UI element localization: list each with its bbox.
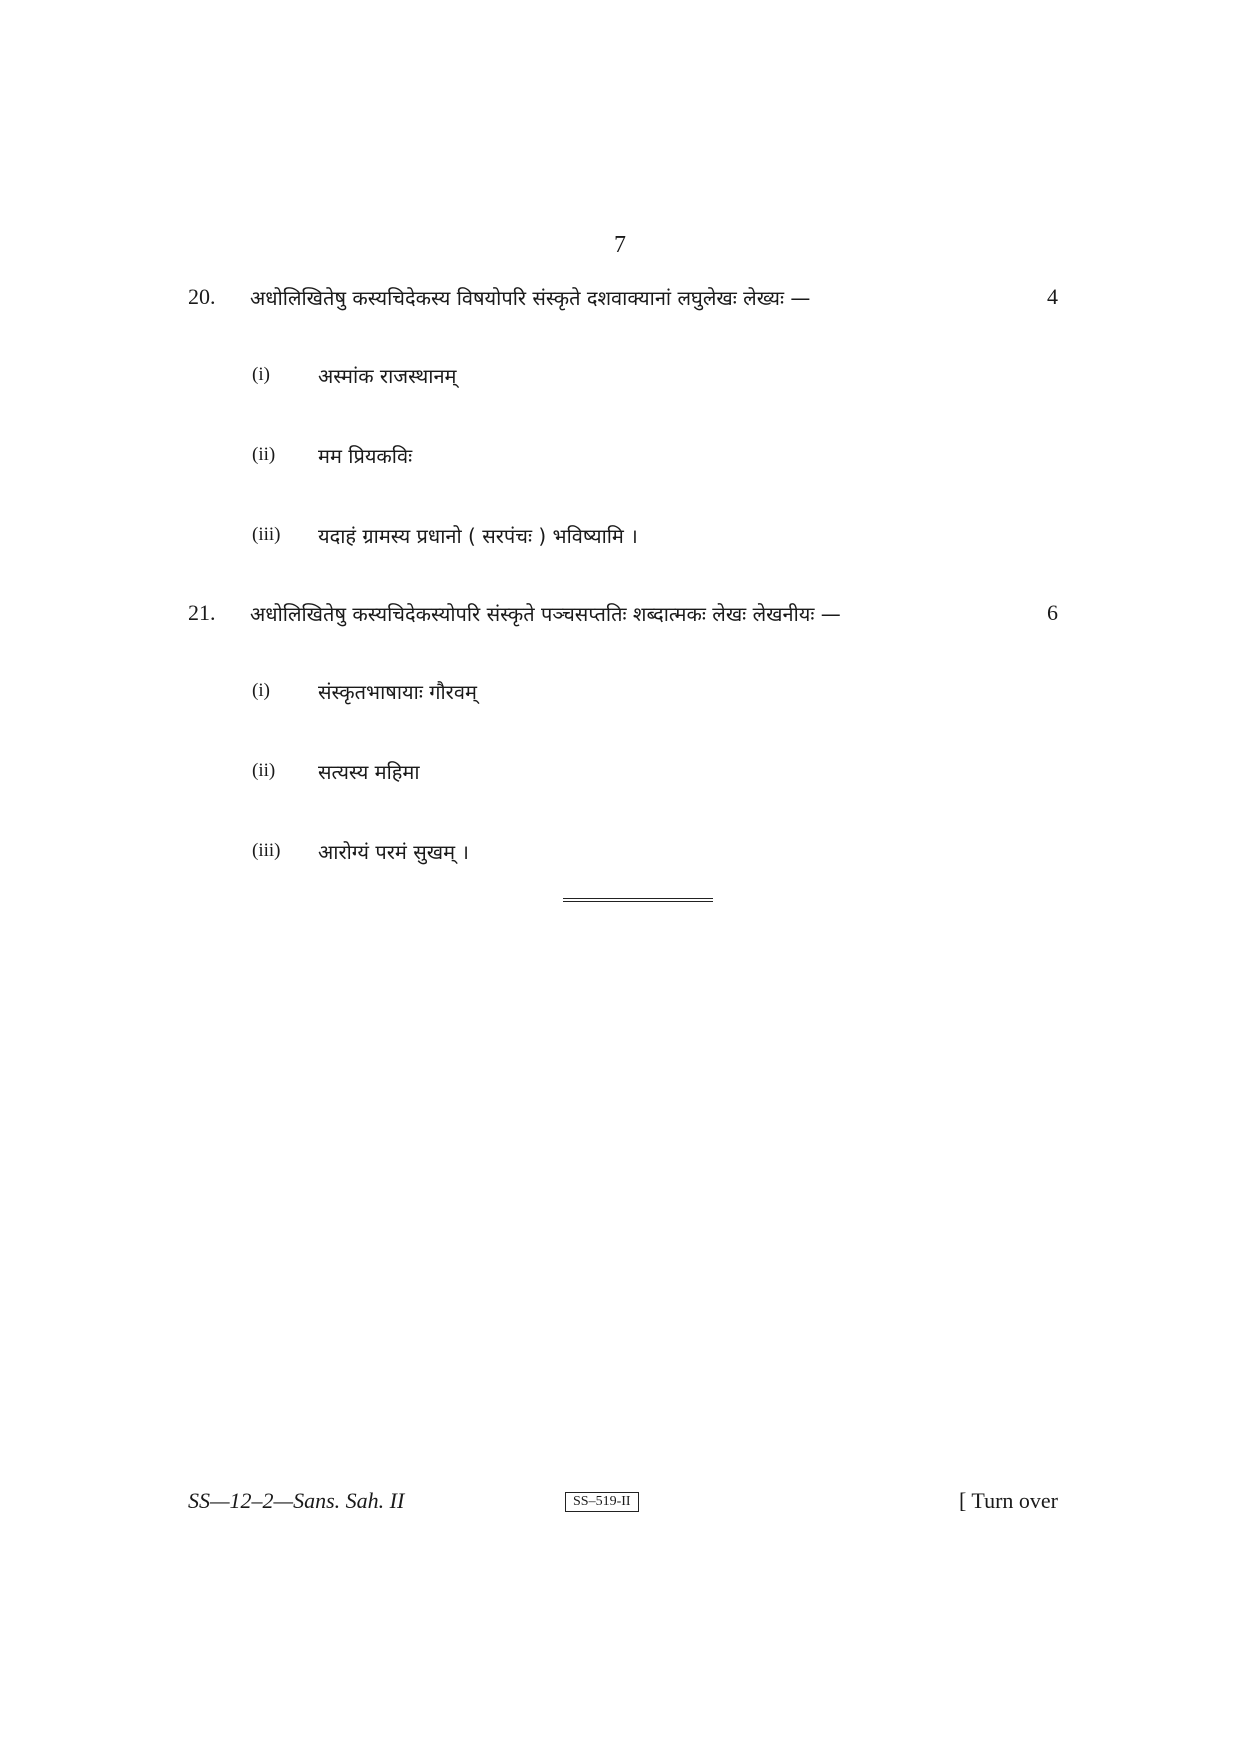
option-label: (i) <box>252 364 270 385</box>
question-text: अधोलिखितेषु कस्यचिदेकस्योपरि संस्कृते पञ्चसप्ततिः शब्दात्मकः लेखः लेखनीयः — <box>250 602 841 626</box>
question-header <box>188 284 1058 318</box>
end-of-paper-rule <box>563 898 713 902</box>
question-marks: 4 <box>1047 284 1058 309</box>
turn-over-label: [ Turn over <box>958 1488 1058 1513</box>
option-text: यदाहं ग्रामस्य प्रधानो ( सरपंचः ) भविष्यामि । <box>318 524 638 548</box>
question-20 <box>188 284 1058 556</box>
option-label: (ii) <box>252 760 276 781</box>
option-item <box>188 442 1058 476</box>
option-label: (iii) <box>252 840 281 861</box>
page-footer <box>188 1488 1058 1518</box>
question-number: 21. <box>188 600 216 625</box>
option-text: आरोग्यं परमं सुखम् । <box>318 840 470 864</box>
option-item <box>188 678 1058 712</box>
page-number: 7 <box>614 232 626 258</box>
paper-id-box: SS–519-II <box>565 1492 639 1512</box>
question-number: 20. <box>188 284 216 309</box>
option-item <box>188 758 1058 792</box>
option-text: सत्यस्य महिमा <box>318 760 420 784</box>
question-21 <box>188 600 1058 872</box>
question-marks: 6 <box>1047 600 1058 625</box>
option-text: मम प्रियकविः <box>318 444 413 468</box>
paper-code: SS—12–2—Sans. Sah. II <box>188 1488 405 1513</box>
option-item <box>188 838 1058 872</box>
option-item <box>188 362 1058 396</box>
option-item <box>188 522 1058 556</box>
option-label: (ii) <box>252 444 276 465</box>
option-text: अस्मांक राजस्थानम् <box>318 364 457 388</box>
option-text: संस्कृतभाषायाः गौरवम् <box>318 680 477 704</box>
option-label: (i) <box>252 680 270 701</box>
question-text: अधोलिखितेषु कस्यचिदेकस्य विषयोपरि संस्कृते दशवाक्यानां लघुलेखः लेख्यः — <box>250 286 811 310</box>
question-header <box>188 600 1058 634</box>
option-label: (iii) <box>252 524 281 545</box>
